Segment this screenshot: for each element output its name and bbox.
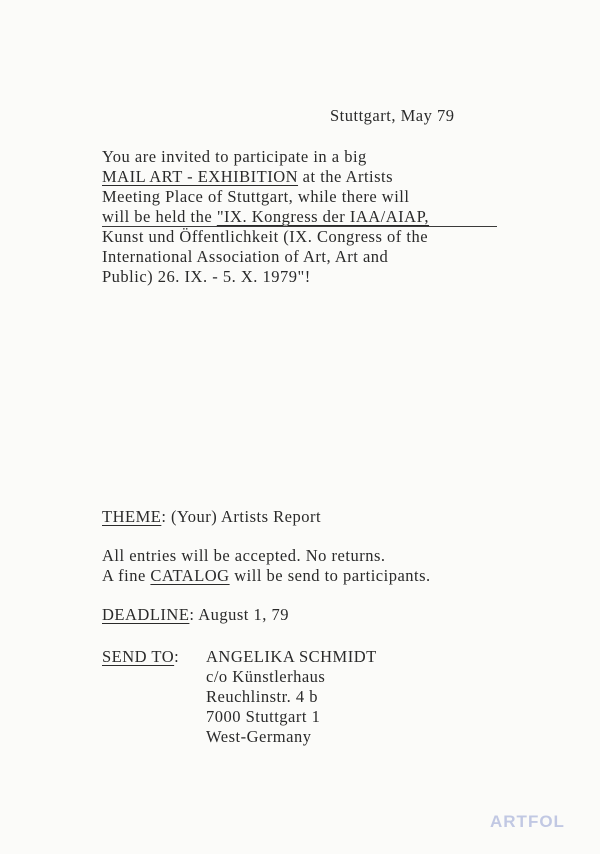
deadline-value: August 1, 79 <box>194 605 290 624</box>
archive-stamp: ARTFOL <box>490 812 565 831</box>
entries-line-2-end: will be send to participants. <box>229 566 431 585</box>
address-line-3: Reuchlinstr. 4 b <box>206 687 319 706</box>
address-line-4: 7000 Stuttgart 1 <box>206 707 321 726</box>
invitation-line-4-start: will be held the <box>102 207 217 226</box>
invitation-line-5: Kunst und Öffentlichkeit (IX. Congress of the <box>102 227 429 246</box>
invitation-line-7: Public) 26. IX. - 5. X. 1979"! <box>102 267 311 286</box>
send-to-line <box>102 647 179 667</box>
theme-line <box>102 507 321 527</box>
deadline-colon: : <box>189 605 195 624</box>
send-to-label: SEND TO <box>102 647 175 666</box>
invitation-line-1: You are invited to participate in a big <box>102 147 367 166</box>
send-to-colon: : <box>174 647 180 666</box>
theme-colon: : <box>161 507 167 526</box>
deadline-line <box>102 605 289 625</box>
address-line-2: c/o Künstlerhaus <box>206 667 326 686</box>
exhibition-name: MAIL ART - EXHIBITION <box>102 167 299 186</box>
invitation-line-2-rest: at the Artists <box>298 167 394 186</box>
address-line-5: West-Germany <box>206 727 312 746</box>
congress-name: "IX. Kongress der IAA/AIAP, <box>216 207 430 226</box>
catalog-word: CATALOG <box>150 566 230 585</box>
handwritten-underline <box>102 226 497 227</box>
deadline-label: DEADLINE <box>102 605 190 624</box>
entries-line-1: All entries will be accepted. No returns. <box>102 546 386 565</box>
invitation-line-3: Meeting Place of Stuttgart, while there will <box>102 187 410 206</box>
theme-label: THEME <box>102 507 162 526</box>
address-line-1: ANGELIKA SCHMIDT <box>206 647 377 666</box>
dateline: Stuttgart, May 79 <box>330 106 455 125</box>
invitation-line-4 <box>102 207 429 227</box>
entries-line-2 <box>102 566 431 586</box>
entries-line-2-start: A fine <box>102 566 151 585</box>
theme-value: (Your) Artists Report <box>166 507 322 526</box>
invitation-line-6: International Association of Art, Art and <box>102 247 389 266</box>
invitation-line-2 <box>102 167 393 187</box>
